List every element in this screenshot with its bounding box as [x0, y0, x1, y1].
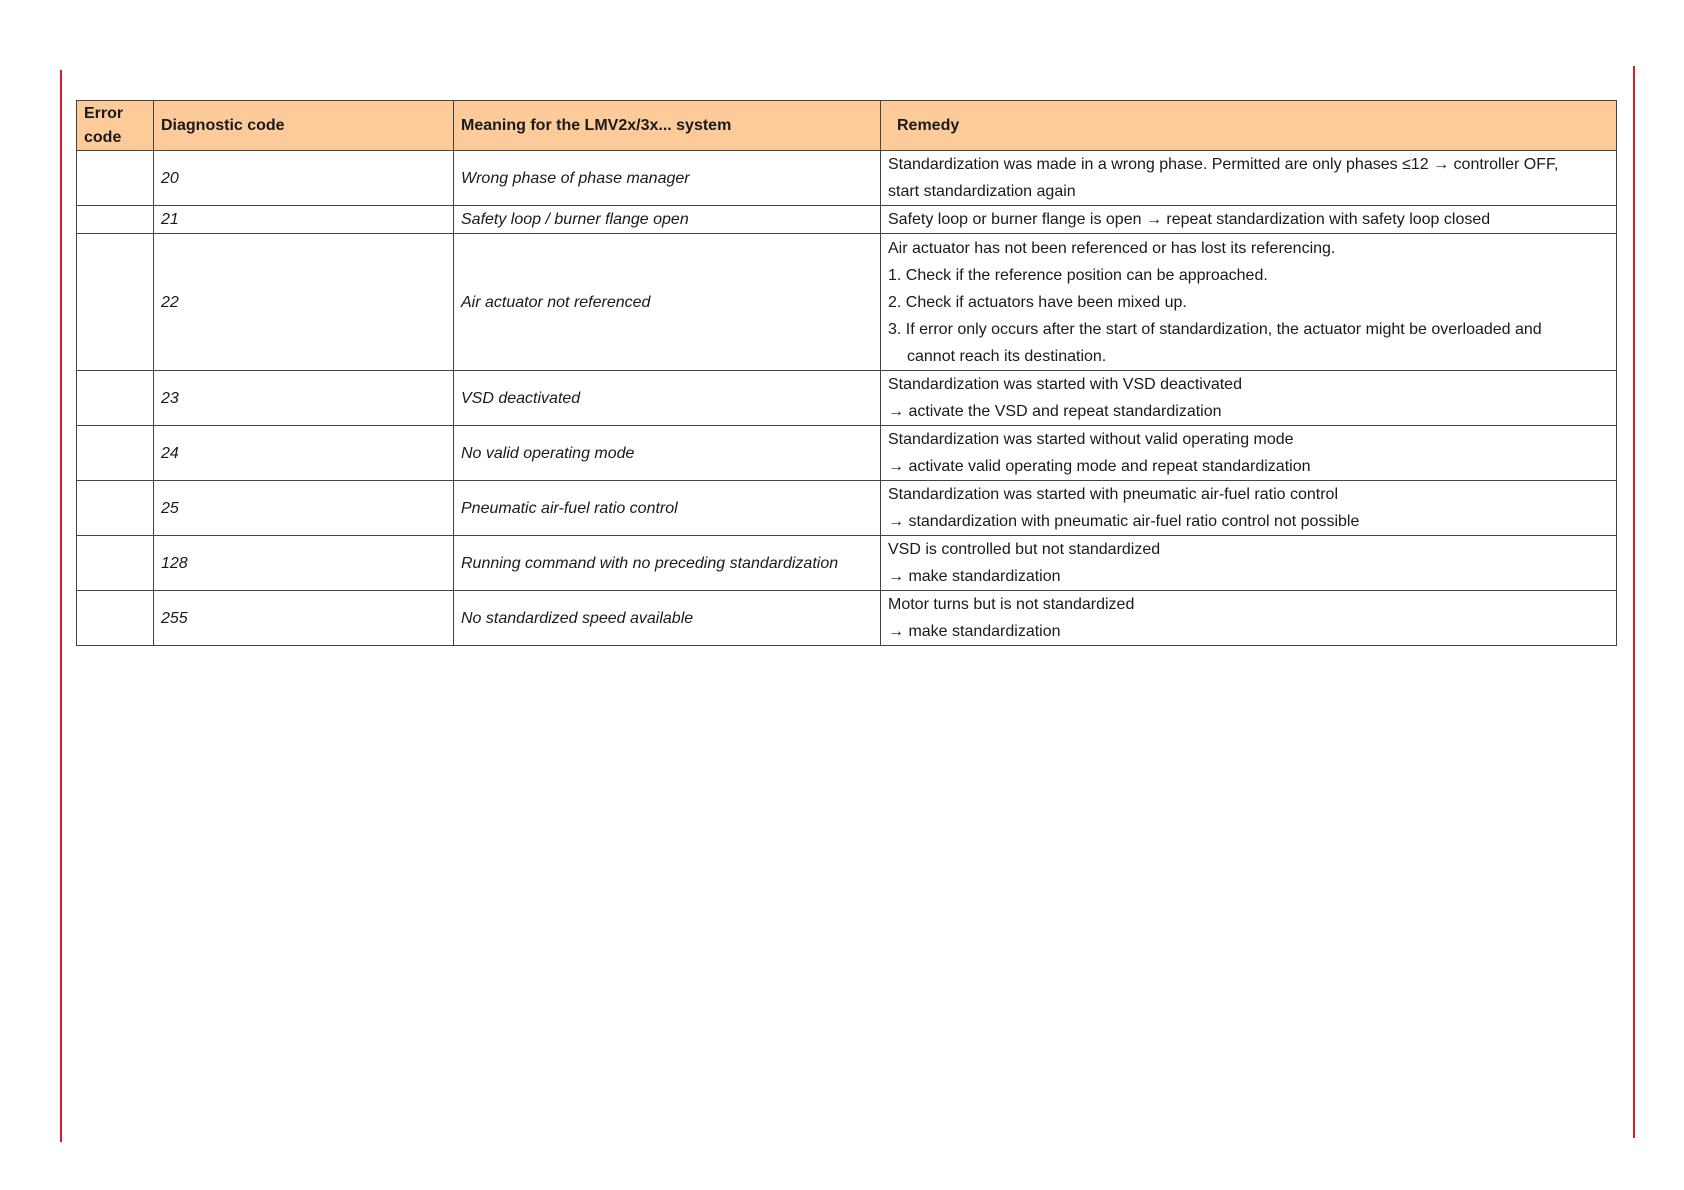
error-code-cell	[77, 536, 154, 591]
remedy-line: VSD is controlled but not standardized	[888, 541, 1161, 558]
remedy-cell	[881, 536, 1617, 591]
remedy-cell	[881, 206, 1617, 234]
header-meaning: Meaning for the LMV2x/3x... system	[454, 101, 881, 151]
remedy-cell	[881, 591, 1617, 646]
error-code-cell	[77, 206, 154, 234]
remedy-line: Standardization was started with VSD deactivated	[888, 376, 1242, 393]
table-header-row	[77, 101, 1617, 151]
remedy-line: cannot reach its destination.	[907, 347, 1107, 365]
meaning-cell: VSD deactivated	[454, 371, 881, 426]
diagnostic-code-cell: 128	[154, 536, 454, 591]
remedy-line: 1. Check if the reference position can be approached.	[888, 266, 1268, 284]
remedy-line: → activate the VSD and repeat standardization	[888, 403, 1222, 420]
table-row	[77, 591, 1617, 646]
remedy-line: Motor turns but is not standardized	[888, 596, 1135, 613]
remedy-line: 3. If error only occurs after the start of standardization, the actuator might be overloaded and	[888, 320, 1542, 338]
diagnostic-code-cell: 25	[154, 481, 454, 536]
meaning-cell: Pneumatic air-fuel ratio control	[454, 481, 881, 536]
table-row	[77, 426, 1617, 481]
remedy-line: Air actuator has not been referenced or has lost its referencing.	[888, 239, 1336, 257]
right-margin-line	[1633, 66, 1635, 1138]
remedy-line: start standardization again	[888, 183, 1076, 200]
table-row	[77, 536, 1617, 591]
meaning-cell: Air actuator not referenced	[454, 234, 881, 371]
remedy-line: → make standardization	[888, 568, 1061, 585]
remedy-line: Safety loop or burner flange is open → repeat standardization with safety loop closed	[888, 211, 1491, 228]
error-code-cell	[77, 234, 154, 371]
error-code-cell	[77, 426, 154, 481]
diagnostic-code-table	[76, 100, 1617, 646]
table-row	[77, 151, 1617, 206]
remedy-cell	[881, 234, 1617, 371]
header-remedy: Remedy	[881, 101, 1617, 151]
remedy-line: 2. Check if actuators have been mixed up.	[888, 293, 1187, 311]
diagnostic-code-cell: 21	[154, 206, 454, 234]
error-code-cell	[77, 151, 154, 206]
remedy-cell	[881, 426, 1617, 481]
remedy-line: → activate valid operating mode and repeat standardization	[888, 458, 1311, 475]
remedy-line: Standardization was made in a wrong phase. Permitted are only phases ≤12 → controller OFF,	[888, 156, 1559, 173]
error-code-cell	[77, 481, 154, 536]
table-row	[77, 371, 1617, 426]
remedy-line: → standardization with pneumatic air-fuel ratio control not possible	[888, 513, 1360, 530]
remedy-cell	[881, 481, 1617, 536]
diagnostic-code-cell: 255	[154, 591, 454, 646]
table-row	[77, 206, 1617, 234]
remedy-line: → make standardization	[888, 623, 1061, 640]
error-code-cell	[77, 591, 154, 646]
error-code-cell	[77, 371, 154, 426]
remedy-line: Standardization was started with pneumatic air-fuel ratio control	[888, 486, 1338, 503]
diagnostic-code-cell: 24	[154, 426, 454, 481]
remedy-cell	[881, 371, 1617, 426]
diagnostic-code-cell: 20	[154, 151, 454, 206]
diagnostic-code-cell: 23	[154, 371, 454, 426]
meaning-cell: Wrong phase of phase manager	[454, 151, 881, 206]
table-row	[77, 234, 1617, 371]
remedy-line: Standardization was started without valid operating mode	[888, 431, 1294, 448]
remedy-cell	[881, 151, 1617, 206]
diagnostic-code-cell: 22	[154, 234, 454, 371]
meaning-cell: No standardized speed available	[454, 591, 881, 646]
meaning-cell: Running command with no preceding standardization	[454, 536, 881, 591]
header-diagnostic-code: Diagnostic code	[154, 101, 454, 151]
meaning-cell: Safety loop / burner flange open	[454, 206, 881, 234]
header-error-code: Error code	[77, 101, 154, 151]
meaning-cell: No valid operating mode	[454, 426, 881, 481]
table-row	[77, 481, 1617, 536]
left-margin-line	[60, 70, 62, 1142]
